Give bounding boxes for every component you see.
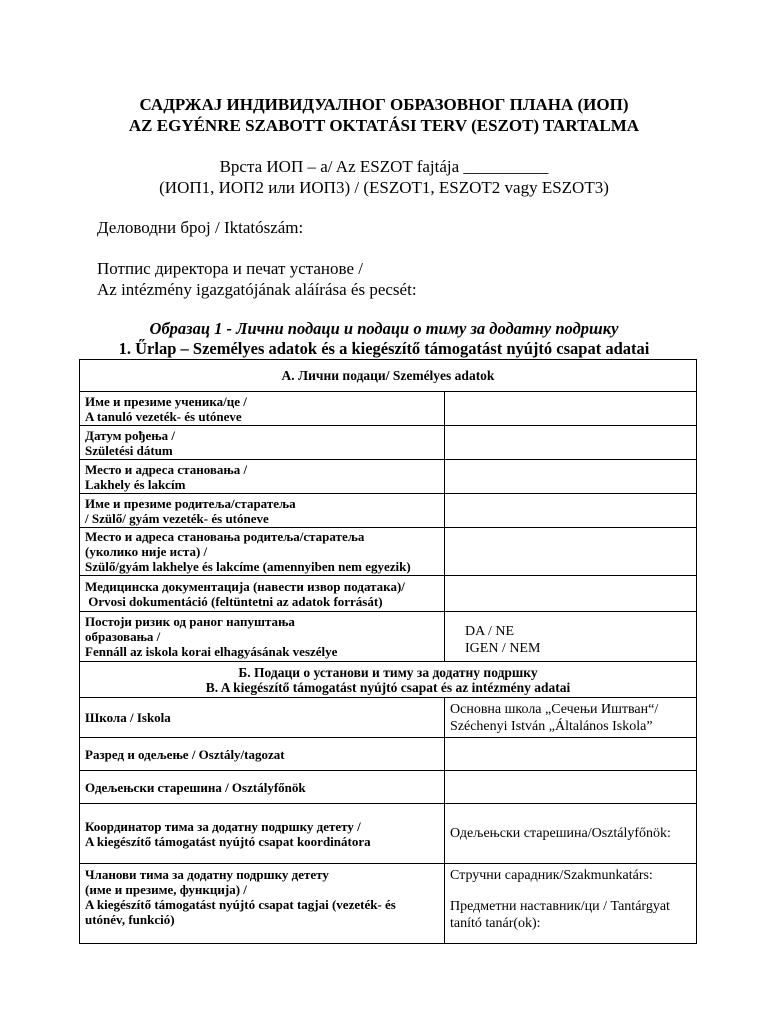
parent-name-label: [80, 494, 445, 528]
label-line: Име и презиме родитеља/старатеља: [85, 495, 296, 511]
parent-residence-field[interactable]: [445, 528, 697, 576]
section-b-header: [80, 662, 697, 698]
table-row: [80, 392, 697, 426]
birth-date-label: [80, 426, 445, 460]
spacer: [450, 884, 691, 898]
label-line: A tanuló vezeték- és utóneve: [85, 408, 242, 424]
form-title-line-2: 1. Űrlap – Személyes adatok és a kiegészítő támogatást nyújtó csapat adatai: [118, 339, 650, 358]
section-a-header: [80, 360, 697, 392]
document-title-line-1: САДРЖАЈ ИНДИВИДУАЛНОГ ОБРАЗОВНОГ ПЛАНА (ИОП): [139, 95, 629, 114]
dropout-risk-label: [80, 612, 445, 662]
label-line: (име и презиме, функција) /: [85, 882, 247, 897]
signature-line-1: Потпис директора и печат установе /: [97, 259, 363, 278]
label-line: Датум рођења /: [85, 427, 175, 443]
label-line: Координатор тима за додатну подршку детету /: [85, 818, 361, 834]
label-line: Fennáll az iskola korai elhagyásának veszélye: [85, 644, 338, 659]
dropout-risk-answer[interactable]: [445, 612, 697, 662]
class-field[interactable]: [445, 738, 697, 771]
section-b-header-row: [80, 662, 697, 698]
table-row: [80, 426, 697, 460]
label-line: Lakhely és lakcím: [85, 476, 186, 492]
label-line: Szülő/gyám lakhelye és lakcíme (amennyiben nem egyezik): [85, 559, 411, 574]
label-line: Место и адреса становања родитеља/старатеља: [85, 529, 365, 544]
label-line: Медицинска документација (навести извор података)/: [85, 578, 405, 594]
answer-hu[interactable]: IGEN / NEM: [465, 641, 541, 656]
value-line: Одељењски старешина/Osztályfőnök:: [450, 826, 671, 841]
school-value[interactable]: [445, 698, 697, 738]
table-row: [80, 864, 697, 944]
table-row: [80, 576, 697, 612]
label-line: A kiegészítő támogatást nyújtó csapat tagjai (vezeték- és: [85, 897, 396, 912]
table-row: [80, 698, 697, 738]
student-name-field[interactable]: [445, 392, 697, 426]
table-row: [80, 771, 697, 804]
residence-label: [80, 460, 445, 494]
plan-type-line-1: Врста ИОП – a/ Az ESZOT fajtája __________: [219, 157, 549, 176]
label-line: A kiegészítő támogatást nyújtó csapat koordinátora: [85, 833, 371, 849]
registry-number: Деловодни број / Iktatószám:: [97, 218, 304, 237]
value-line: Основна школа „Сечењи Иштван“/: [450, 701, 659, 717]
coordinator-label: [80, 804, 445, 864]
signature-line-2: Az intézmény igazgatójának aláírása és pecsét:: [97, 280, 417, 299]
medical-docs-field[interactable]: [445, 576, 697, 612]
label-line: Место и адреса становања /: [85, 461, 248, 477]
table-row: [80, 612, 697, 662]
section-b-header-line-2: B. A kiegészítő támogatást nyújtó csapat és az intézmény adatai: [205, 679, 571, 695]
label-line: Чланови тима за додатну подршку детету: [85, 867, 329, 882]
label-line: образовања /: [85, 629, 161, 644]
table-row: [80, 494, 697, 528]
class-teacher-field[interactable]: [445, 771, 697, 804]
parent-name-field[interactable]: [445, 494, 697, 528]
school-label: [80, 698, 445, 738]
table-row: [80, 804, 697, 864]
section-a-header-text: A. Лични подаци/ Személyes adatok: [281, 368, 495, 383]
birth-date-field[interactable]: [445, 426, 697, 460]
parent-residence-label: [80, 528, 445, 576]
personal-data-table: [79, 359, 697, 944]
value-line: Стручни сарадник/Szakmunkatárs:: [450, 868, 653, 883]
student-name-label: [80, 392, 445, 426]
label-line: Разред и одељење / Osztály/tagozat: [85, 746, 285, 762]
class-teacher-label: [80, 771, 445, 804]
label-line: Школа / Iskola: [85, 710, 171, 725]
label-line: Одељењски старешина / Osztályfőnök: [85, 779, 306, 795]
document-title-line-2: AZ EGYÉNRE SZABOTT OKTATÁSI TERV (ESZOT) TARTALMA: [128, 116, 640, 135]
table-row: [80, 460, 697, 494]
value-line: Предметни наставник/ци / Tantárgyat: [450, 899, 670, 914]
label-line: utónév, funkció): [85, 912, 175, 927]
medical-docs-label: [80, 576, 445, 612]
label-line: (уколико није иста) /: [85, 544, 208, 559]
form-title-line-1: Образац 1 - Лични подаци и подаци о тиму за додатну подршку: [149, 319, 619, 338]
label-line: Постоји ризик од раног напуштања: [85, 614, 295, 629]
label-line: Име и презиме ученика/це /: [85, 393, 247, 409]
value-line: tanító tanár(ok):: [450, 916, 541, 931]
class-label: [80, 738, 445, 771]
section-a-header-row: [80, 360, 697, 392]
label-line: Orvosi dokumentáció (feltüntetni az adatok forrását): [85, 593, 383, 609]
answer-sr[interactable]: DA / NE: [465, 624, 514, 639]
team-members-value[interactable]: [445, 864, 697, 944]
label-line: / Szülő/ gyám vezeték- és utóneve: [85, 510, 269, 526]
value-line: Széchenyi István „Általános Iskola”: [450, 718, 653, 734]
team-members-label: [80, 864, 445, 944]
coordinator-value[interactable]: [445, 804, 697, 864]
table-row: [80, 738, 697, 771]
label-line: Születési dátum: [85, 442, 173, 458]
plan-type-line-2: (ИОП1, ИОП2 или ИОП3) / (ESZOT1, ESZOT2 vagy ESZOT3): [159, 178, 609, 197]
residence-field[interactable]: [445, 460, 697, 494]
section-b-header-line-1: Б. Подаци о установи и тиму за додатну подршку: [238, 664, 538, 680]
table-row: [80, 528, 697, 576]
